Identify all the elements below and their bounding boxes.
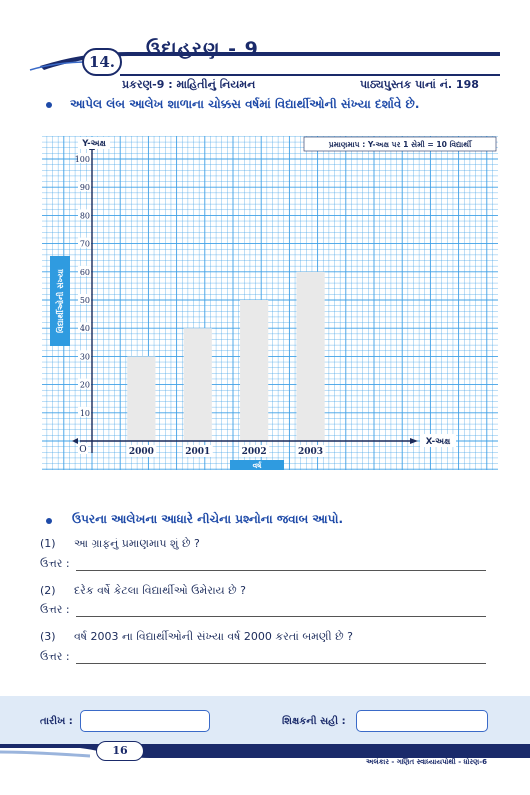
bar-2003 [296, 272, 324, 441]
questions-heading: ઉપરના આલેખના આધારે નીચેના પ્રશ્નોના જવાબ આપો. [72, 512, 344, 526]
y-tick-label: 40 [79, 324, 90, 334]
question-number: (1) [40, 537, 56, 550]
scale-note: પ્રમાણમાપ : Y-અક્ષ પર 1 સેમી = 10 વિદ્યાર્થી [328, 140, 472, 149]
date-field[interactable] [80, 710, 210, 732]
x-axis-arrow [410, 438, 418, 444]
textbook-page-ref: પાઠ્યપુસ્તક પાનાં નં. 198 [360, 78, 479, 91]
y-tick-label: 50 [79, 296, 90, 305]
question-text: આ ગ્રાફનું પ્રમાણમાપ શું છે ? [74, 537, 200, 550]
answer-label: ઉત્તર : [40, 603, 70, 616]
y-tick-label: 60 [79, 267, 90, 277]
bullet-icon [46, 102, 52, 108]
example-title: ઉદાહરણ - 9 [146, 38, 259, 60]
y-tick-label: 30 [79, 352, 90, 362]
origin-label: O [79, 445, 87, 455]
question-2 [40, 584, 246, 598]
y-tick-label: 70 [79, 239, 90, 249]
x-axis-label: વર્ષ [252, 461, 262, 470]
question-1 [40, 537, 200, 551]
x-tick-label: 2000 [128, 447, 154, 457]
bar-2000 [127, 356, 155, 441]
bar-2001 [184, 328, 212, 441]
y-tick-label: 80 [79, 211, 90, 221]
y-tick-label: 10 [79, 408, 90, 418]
teacher-sign-label: શિક્ષકની સહી : [282, 716, 346, 727]
question-3 [40, 630, 353, 644]
question-text: દરેક વર્ષે કેટલા વિદ્યાર્થીઓ ઉમેરાય છે ? [74, 584, 246, 597]
y-tick-label: 90 [79, 183, 90, 193]
teacher-sign-field[interactable] [356, 710, 488, 732]
answer-line-3[interactable] [40, 650, 486, 666]
x-tick-label: 2003 [298, 447, 324, 457]
graph-grid [42, 136, 498, 470]
y-tick-label: 100 [74, 155, 90, 164]
y-axis-title: Y-અક્ષ [82, 139, 106, 149]
x-tick-label: 2002 [241, 447, 267, 457]
date-label: તારીખ : [40, 716, 73, 727]
answer-line-1[interactable] [40, 557, 486, 573]
x-axis-title: X-અક્ષ [425, 437, 451, 447]
intro-text: આપેલ લંબ આલેખ શાળાના ચોક્કસ વર્ષમાં વિદ્યાર્થીઓની સંખ્યા દર્શાવે છે. [70, 97, 420, 111]
y-axis-label: વિદ્યાર્થીઓની સંખ્યા [56, 269, 65, 333]
book-title: અલંકાર - ગણિત સ્વાધ્યાયપોથી - ધોરણ-6 [366, 758, 487, 766]
y-tick-label: 20 [79, 380, 90, 390]
bullet-icon [46, 518, 52, 524]
example-number-badge: 14. [82, 48, 122, 76]
question-text: વર્ષ 2003 ના વિદ્યાર્થીઓની સંખ્યા વર્ષ 2000 કરતાં બમણી છે ? [74, 630, 354, 643]
bar-graph [42, 136, 498, 470]
answer-label: ઉત્તર : [40, 557, 70, 570]
answer-label: ઉત્તર : [40, 650, 70, 663]
page-number: 16 [96, 741, 144, 761]
question-number: (3) [40, 630, 56, 643]
question-number: (2) [40, 584, 56, 597]
bar-2002 [240, 300, 268, 441]
chapter-label: પ્રકરણ-9 : માહિતીનું નિયમન [122, 78, 256, 91]
x-tick-label: 2001 [185, 447, 211, 457]
answer-line-2[interactable] [40, 603, 486, 619]
